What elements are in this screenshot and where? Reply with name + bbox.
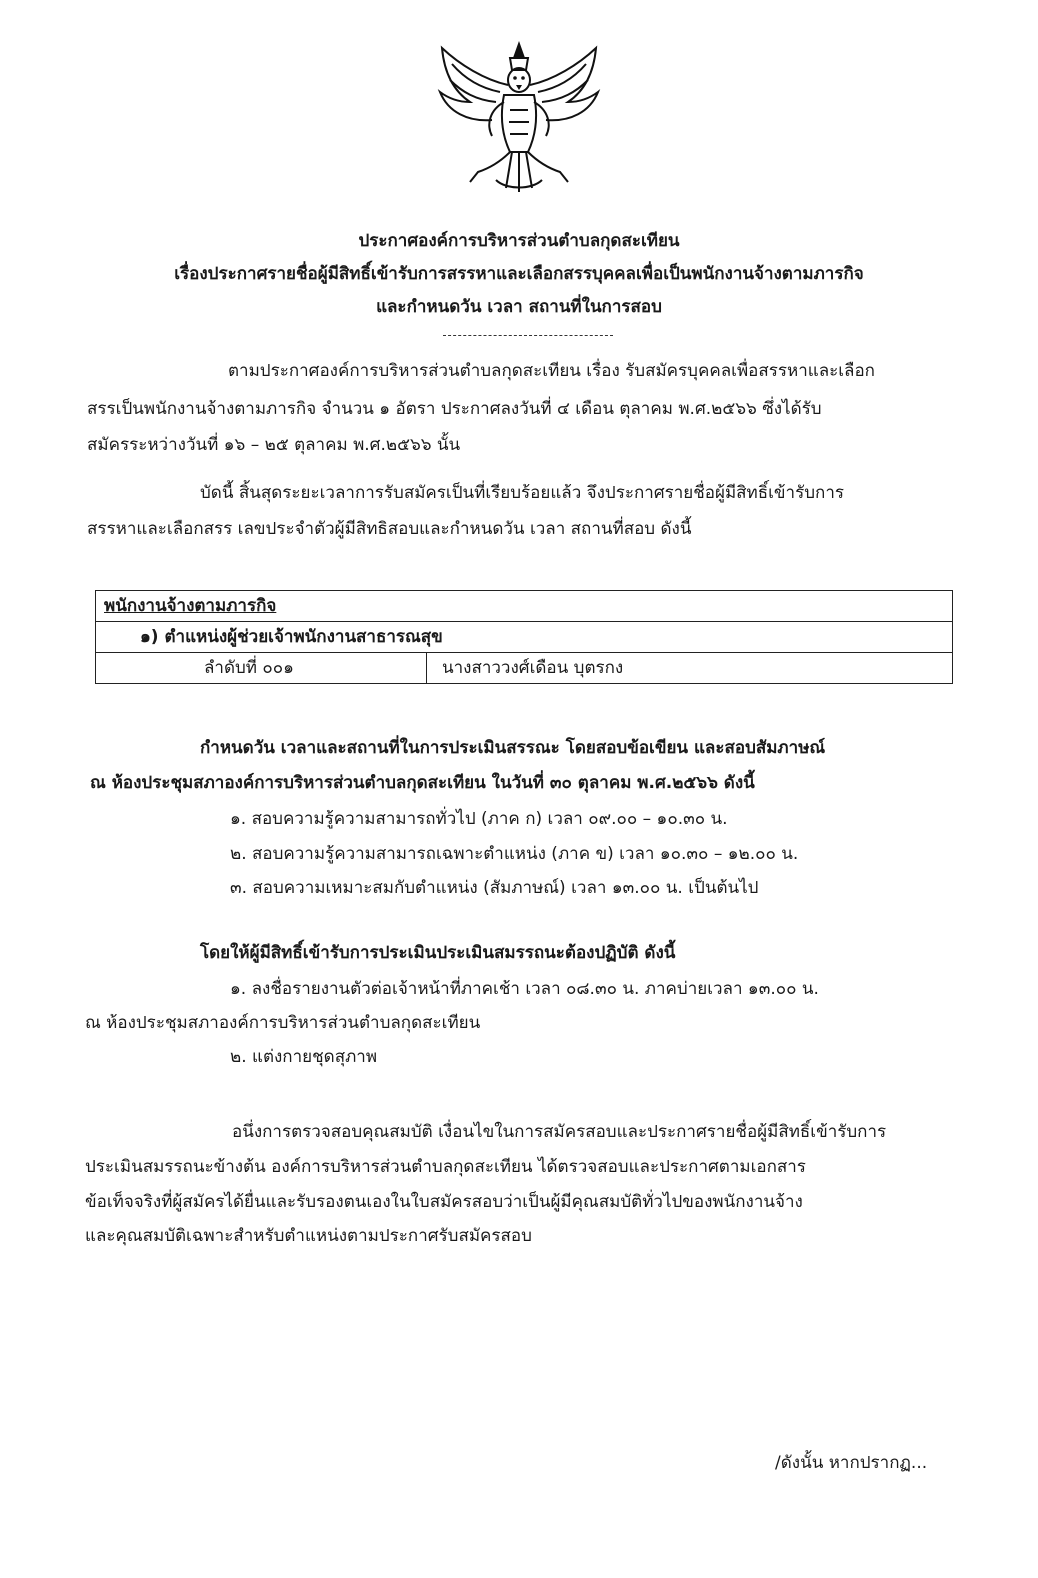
rules-heading: โดยให้ผู้มีสิทธิ์เข้ารับการประเมินประเมินสมรรถนะต้องปฏิบัติ ดังนี้ [200,943,676,963]
announcement-paragraph-line2: สรรหาและเลือกสรร เลขประจำตัวผู้มีสิทธิสอบและกำหนดวัน เวลา สถานที่สอบ ดังนี้ [87,519,692,539]
closing-paragraph-line4: และคุณสมบัติเฉพาะสำหรับตำแหน่งตามประกาศรับสมัครสอบ [85,1226,532,1246]
position-title: ๑) ตำแหน่งผู้ช่วยเจ้าพนักงานสาธารณสุข [140,627,443,647]
schedule-item-2: ๒. สอบความรู้ความสามารถเฉพาะตำแหน่ง (ภาค ข) เวลา ๑๐.๓๐ – ๑๒.๐๐ น. [230,844,799,864]
closing-paragraph-line1: อนึ่งการตรวจสอบคุณสมบัติ เงื่อนไขในการสมัครสอบและประกาศรายชื่อผู้มีสิทธิ์เข้ารับการ [232,1122,887,1142]
rules-item-1: ๑. ลงชื่อรายงานตัวต่อเจ้าหน้าที่ภาคเช้า เวลา ๐๘.๓๐ น. ภาคบ่ายเวลา ๑๓.๐๐ น. [230,979,819,999]
intro-paragraph-line1: ตามประกาศองค์การบริหารส่วนตำบลกุดสะเทียน เรื่อง รับสมัครบุคคลเพื่อสรรหาและเลือก [228,361,875,381]
closing-paragraph-line2: ประเมินสมรรถนะข้างต้น องค์การบริหารส่วนตำบลกุดสะเทียน ได้ตรวจสอบและประกาศตามเอกสาร [85,1157,806,1177]
candidate-number: ลำดับที่ ๐๐๑ [204,658,294,678]
table-row [96,653,952,683]
candidate-table [95,590,953,684]
employee-category: พนักงานจ้างตามภารกิจ [104,596,277,616]
announcement-title: ประกาศองค์การบริหารส่วนตำบลกุดสะเทียน [358,231,680,251]
schedule-location: ณ ห้องประชุมสภาองค์การบริหารส่วนตำบลกุดสะเทียน ในวันที่ ๓๐ ตุลาคม พ.ศ.๒๕๖๖ ดังนี้ [90,773,755,793]
intro-paragraph-line2: สรรเป็นพนักงานจ้างตามภารกิจ จำนวน ๑ อัตรา ประกาศลงวันที่ ๔ เดือน ตุลาคม พ.ศ.๒๕๖๖ ซึ่งได้รับ [87,399,822,419]
rules-item-1-location: ณ ห้องประชุมสภาองค์การบริหารส่วนตำบลกุดสะเทียน [85,1013,481,1033]
garuda-emblem-icon [430,40,608,195]
continued-on-next-page: /ดังนั้น หากปรากฏ... [775,1453,928,1473]
table-row-category [96,591,952,622]
table-row-position [96,622,952,653]
intro-paragraph-line3: สมัครระหว่างวันที่ ๑๖ – ๒๕ ตุลาคม พ.ศ.๒๕๖๖ นั้น [87,435,461,455]
closing-paragraph-line3: ข้อเท็จจริงที่ผู้สมัครได้ยื่นและรับรองตนเองในใบสมัครสอบว่าเป็นผู้มีคุณสมบัติทั่วไปของพนักงานจ้าง [85,1192,803,1212]
announcement-paragraph-line1: บัดนี้ สิ้นสุดระยะเวลาการรับสมัครเป็นที่เรียบร้อยแล้ว จึงประกาศรายชื่อผู้มีสิทธิ์เข้ารับการ [200,483,844,503]
title-separator [443,335,613,336]
table-divider [426,653,427,683]
schedule-item-3: ๓. สอบความเหมาะสมกับตำแหน่ง (สัมภาษณ์) เวลา ๑๓.๐๐ น. เป็นต้นไป [230,878,759,898]
announcement-subject-cont: และกำหนดวัน เวลา สถานที่ในการสอบ [376,297,662,317]
announcement-subject: เรื่องประกาศรายชื่อผู้มีสิทธิ์เข้ารับการสรรหาและเลือกสรรบุคคลเพื่อเป็นพนักงานจ้างตามภารกิจ [174,264,864,284]
schedule-item-1: ๑. สอบความรู้ความสามารถทั่วไป (ภาค ก) เวลา ๐๙.๐๐ – ๑๐.๓๐ น. [230,809,728,829]
rules-item-2: ๒. แต่งกายชุดสุภาพ [230,1047,378,1067]
schedule-heading: กำหนดวัน เวลาและสถานที่ในการประเมินสรรณะ โดยสอบข้อเขียน และสอบสัมภาษณ์ [200,738,826,758]
candidate-name: นางสาววงศ์เดือน บุตรกง [442,658,624,678]
